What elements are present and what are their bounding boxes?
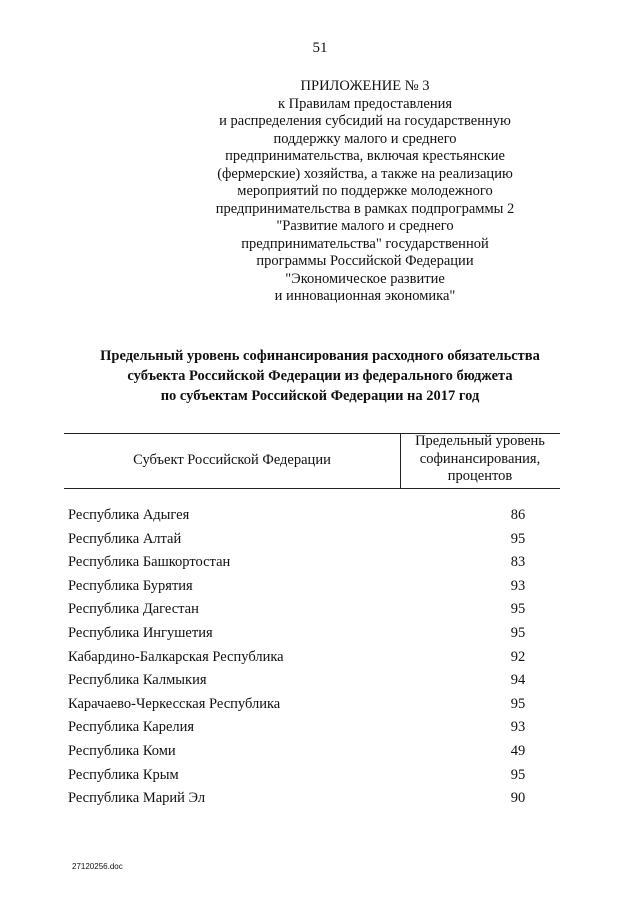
- title-line: Предельный уровень софинансирования расходного обязательства: [100, 348, 540, 364]
- column-header-subject: Субъект Российской Федерации: [133, 452, 331, 468]
- header-level-line: Предельный уровень: [415, 433, 545, 449]
- table-row: [68, 504, 560, 528]
- header-level-line: софинансирования,: [419, 450, 541, 467]
- appendix-line: (фермерские) хозяйства, а также на реализацию: [217, 165, 513, 182]
- level-value: 95: [510, 601, 526, 618]
- table-row: [68, 528, 560, 552]
- table-row: [68, 646, 560, 670]
- appendix-line: мероприятий по поддержке молодежного: [237, 183, 493, 199]
- appendix-line: к Правилам предоставления: [277, 95, 453, 112]
- level-value: 86: [510, 507, 526, 523]
- appendix-line: предпринимательства" государственной: [241, 235, 489, 252]
- appendix-line: ПРИЛОЖЕНИЕ № 3: [300, 78, 430, 94]
- subject-name: Республика Ингушетия: [68, 624, 213, 641]
- level-value: 95: [510, 695, 526, 712]
- subject-name: Республика Адыгея: [68, 507, 190, 523]
- subject-name: Республика Крым: [68, 766, 179, 783]
- appendix-line: и инновационная экономика": [274, 288, 456, 304]
- title-line: по субъектам Российской Федерации на 2017 год: [160, 388, 480, 404]
- level-value: 95: [510, 530, 526, 547]
- table-row: [68, 551, 560, 575]
- appendix-line: программы Российской Федерации: [256, 253, 474, 269]
- title-line: субъекта Российской Федерации из федерального бюджета: [127, 368, 513, 384]
- subject-name: Республика Дагестан: [68, 601, 199, 618]
- table-row: [68, 764, 560, 788]
- table-body: [68, 504, 560, 811]
- subject-name: Республика Алтай: [68, 530, 182, 547]
- appendix-line: предпринимательства, включая крестьянские: [225, 148, 505, 164]
- appendix-heading: [200, 78, 530, 306]
- header-level-line: процентов: [447, 468, 513, 484]
- level-value: 92: [510, 648, 526, 665]
- table-row: [68, 575, 560, 599]
- appendix-line: "Развитие малого и среднего: [276, 218, 454, 234]
- page-number: 51: [312, 40, 328, 56]
- subject-name: Республика Карелия: [68, 719, 195, 736]
- level-value: 95: [510, 624, 526, 641]
- document-filename: 27120256.doc: [72, 862, 123, 871]
- appendix-line: и распределения субсидий на государственную: [219, 113, 511, 129]
- level-value: 95: [510, 766, 526, 783]
- table-row: [68, 787, 560, 811]
- table-title: [40, 346, 600, 406]
- level-value: 93: [510, 577, 526, 594]
- table-row: [68, 693, 560, 717]
- appendix-line: предпринимательства в рамках подпрограммы 2: [215, 200, 515, 217]
- subject-name: Республика Калмыкия: [68, 672, 207, 689]
- subject-name: Республика Марий Эл: [68, 790, 206, 807]
- table-row: [68, 622, 560, 646]
- appendix-line: поддержку малого и среднего: [273, 130, 457, 147]
- level-value: 94: [510, 672, 526, 689]
- table-row: [68, 716, 560, 740]
- subject-name: Кабардино-Балкарская Республика: [68, 648, 284, 665]
- level-value: 83: [510, 554, 526, 571]
- subject-name: Республика Башкортостан: [68, 554, 231, 571]
- table-row: [68, 669, 560, 693]
- column-header-level: [400, 433, 560, 486]
- subject-name: Карачаево-Черкесская Республика: [68, 695, 281, 712]
- subject-name: Республика Бурятия: [68, 577, 193, 594]
- table-row: [68, 598, 560, 622]
- appendix-line: "Экономическое развитие: [285, 270, 445, 287]
- table-header-rule: [64, 488, 560, 489]
- table-row: [68, 740, 560, 764]
- level-value: 93: [510, 719, 526, 736]
- level-value: 90: [510, 790, 526, 807]
- level-value: 49: [510, 742, 526, 759]
- subject-name: Республика Коми: [68, 742, 176, 759]
